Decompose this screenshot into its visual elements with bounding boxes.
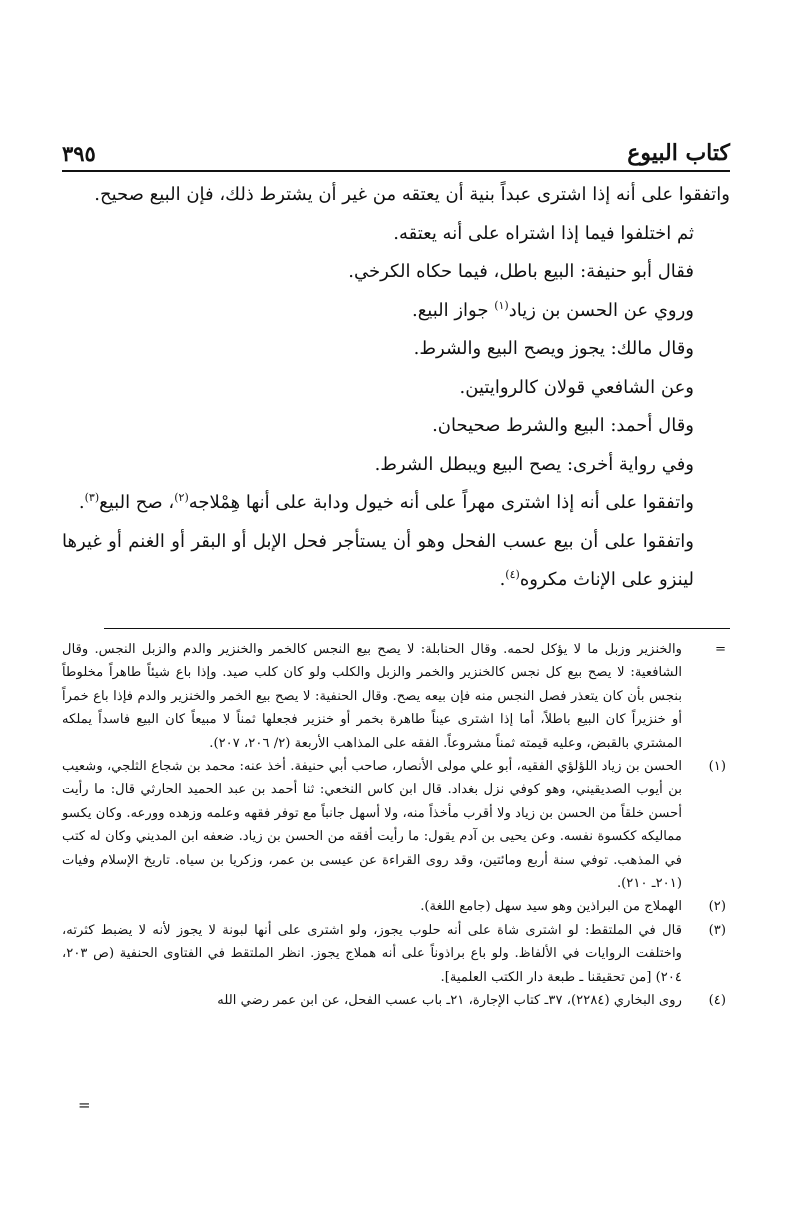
main-text xyxy=(62,176,730,600)
footnote-divider xyxy=(104,628,730,629)
footnote-text: الحسن بن زياد اللؤلؤي الفقيه، أبو علي مولى الأنصار، صاحب أبي حنيفة. أخذ عنه: محمد بن شجاع الثلجي، وشعيب بن أيوب الصديقيني، وهو كوفي نزل بغداد. قال ابن كاس النخعي: ثنا أحمد بن عبد الحميد الحارثي قال: ما رأيت أحسن خلقاً من الحسن بن زياد ولا أقرب مأخذاً منه، ولا أسهل جانباً مع توفر فقهه وعلمه وزهده وورعه. وكان يكسو مماليكه ككسوة نفسه. وعن يحيى بن آدم يقول: ما رأيت أفقه من الحسن بن زياد. ضعفه ابن المديني وكان له كتب في المذهب. توفي سنة أربع ومائتين، وقد روى القراءة عن عيسى بن عمر، وزكريا بن سياه. تاريخ الإسلام وفيات (٢٠١ـ ٢١٠). xyxy=(62,759,682,892)
paragraph xyxy=(62,484,730,523)
footnote xyxy=(62,919,726,989)
footnote xyxy=(62,755,726,895)
paragraph: فقال أبو حنيفة: البيع باطل، فيما حكاه الكرخي. xyxy=(348,261,694,282)
footnote-number: (٣) xyxy=(708,922,726,938)
paragraph-text: واتفقوا على أن بيع عسب الفحل وهو أن يستأجر فحل الإبل أو البقر أو الغنم أو غيرها لينزو على الإناث مكروه xyxy=(62,530,694,590)
page-header xyxy=(62,130,730,172)
paragraph: ثم اختلفوا فيما إذا اشتراه على أنه يعتقه. xyxy=(393,222,694,244)
footnote-text: روى البخاري (٢٢٨٤)، ٣٧ـ كتاب الإجارة، ٢١ـ باب عسب الفحل، عن ابن عمر رضي الله xyxy=(217,993,682,1009)
footnote-text: والخنزير وزبل ما لا يؤكل لحمه. وقال الحنابلة: لا يصح بيع النجس كالخمر والخنزير والدم والزبل النجس. وقال الشافعية: لا يصح بيع كل نجس كالخنزير والخمر والزبل والكلب ولو كان كلب صيد. وإذا باع شيئاً طاهراً مخلوطاً بنجس بأن كان يتعذر فصل النجس منه فإن بيعه يصح. وقال الحنفية: لا يصح بيع الخمر والخنزير والدم فإذا باع خمراً أو خنزيراً كان البيع باطلاً، أما إذا اشترى عيناً طاهرة بخمر أو خنزير فجعلها ثمناً لا مبيعاً كان البيع فاسداً يملكه المشتري بالقبض، وعليه قيمته ثمناً مشروعاً. الفقه على المذاهب الأربعة (٢/ ٢٠٦، ٢٠٧). xyxy=(62,642,682,751)
footnote-text: قال في الملتقط: لو اشترى شاة على أنه حلوب يجوز، ولو اشترى على أنها لبونة لا يجوز لأنه لا يضبط كثرته، واختلفت الروايات في الألفاظ. ولو باع براذوناً على أنه هملاج يجوز. انظر الملتقط في الفتاوى الحنفية (ص ٢٠٣، ٢٠٤) [من تحقيقنا ـ طبعة دار الكتب العلمية]. xyxy=(62,922,682,985)
page-number: ٣٩٥ xyxy=(62,141,96,166)
footnote-ref: (٤) xyxy=(505,568,520,581)
paragraph: واتفقوا على أنه إذا اشترى عبداً بنية أن يعتقه من غير أن يشترط ذلك، فإن البيع صحيح. xyxy=(94,184,730,205)
footnotes xyxy=(62,638,726,1013)
paragraph-text: وروي عن الحسن بن زياد xyxy=(508,299,694,321)
paragraph-text: جواز البيع. xyxy=(411,299,495,321)
paragraph: وقال أحمد: البيع والشرط صحيحان. xyxy=(432,415,694,436)
footnote-number: (٤) xyxy=(708,993,726,1009)
paragraph: وقال مالك: يجوز ويصح البيع والشرط. xyxy=(413,338,694,359)
continued-mark: = xyxy=(714,642,726,657)
footnote-number: (٢) xyxy=(708,899,726,915)
paragraph: وعن الشافعي قولان كالروايتين. xyxy=(459,376,694,398)
paragraph-text: ، صح البيع xyxy=(99,492,175,513)
footnote-ref: (٢) xyxy=(174,491,189,504)
footnote xyxy=(62,895,726,918)
paragraph: وفي رواية أخرى: يصح البيع ويبطل الشرط. xyxy=(374,453,694,475)
paragraph xyxy=(62,292,730,331)
chapter-title: كتاب البيوع xyxy=(627,140,730,166)
footnote-number: (١) xyxy=(708,759,726,775)
paragraph-text: . xyxy=(78,492,85,513)
footnote-ref: (٣) xyxy=(84,491,100,504)
continues-mark: = xyxy=(78,1096,91,1114)
paragraph-text: واتفقوا على أنه إذا اشترى مهراً على أنه خيول ودابة على أنها هِمْلاجه xyxy=(188,492,694,513)
footnote xyxy=(62,989,726,1012)
footnote-text: الهملاج من البراذين وهو سيد سهل (جامع اللغة). xyxy=(420,899,682,915)
paragraph-text: . xyxy=(499,569,506,590)
paragraph xyxy=(62,523,730,600)
footnote-continuation xyxy=(62,638,726,755)
footnote-ref: (١) xyxy=(494,298,509,312)
